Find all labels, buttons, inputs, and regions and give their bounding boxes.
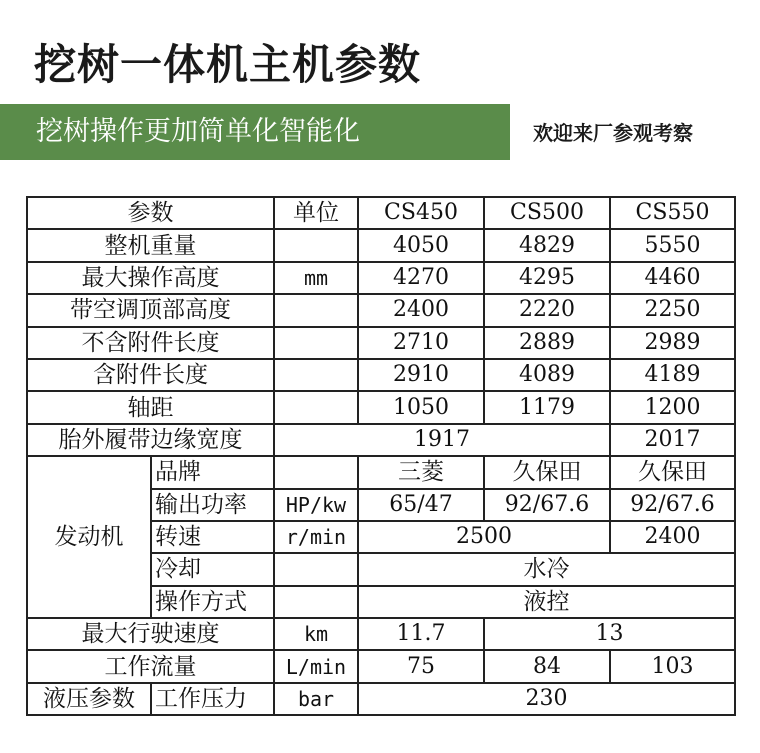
header-unit: 单位 [274, 197, 358, 229]
cell-value: 75 [358, 650, 484, 682]
row-label: 带空调顶部高度 [27, 294, 274, 326]
cell-value: 久保田 [610, 456, 735, 488]
row-label: 转速 [151, 521, 274, 553]
cell-value: 2889 [484, 327, 610, 359]
row-unit [274, 294, 358, 326]
header-model: CS450 [358, 197, 484, 229]
table-row [27, 456, 735, 488]
hydraulic-group-label: 液压参数 [27, 683, 151, 715]
welcome-text: 欢迎来厂参观考察 [533, 121, 693, 145]
cell-value: 液控 [358, 586, 735, 618]
table-row [27, 229, 735, 261]
cell-value: 92/67.6 [610, 489, 735, 521]
table-row [27, 359, 735, 391]
row-label: 整机重量 [27, 229, 274, 261]
cell-value: 2500 [358, 521, 610, 553]
cell-value: 三菱 [358, 456, 484, 488]
row-label: 工作压力 [151, 683, 274, 715]
table-row [27, 424, 735, 456]
cell-value: 84 [484, 650, 610, 682]
cell-value: 2400 [358, 294, 484, 326]
cell-value: 65/47 [358, 489, 484, 521]
table-row [27, 294, 735, 326]
header-model: CS500 [484, 197, 610, 229]
table-row [27, 262, 735, 294]
cell-value: 4460 [610, 262, 735, 294]
table-row [27, 618, 735, 650]
cell-value: 2400 [610, 521, 735, 553]
spec-table [26, 196, 736, 716]
row-unit [274, 456, 358, 488]
cell-value: 5550 [610, 229, 735, 261]
cell-value: 1179 [484, 391, 610, 423]
row-unit: mm [274, 262, 358, 294]
cell-value: 2250 [610, 294, 735, 326]
cell-value: 2910 [358, 359, 484, 391]
engine-group-label: 发动机 [27, 456, 151, 618]
cell-value: 2710 [358, 327, 484, 359]
table-row [27, 683, 735, 715]
table-row [27, 197, 735, 229]
row-unit [274, 229, 358, 261]
row-unit: km [274, 618, 358, 650]
table-row [27, 391, 735, 423]
row-unit: HP/kw [274, 489, 358, 521]
page-title: 挖树一体机主机参数 [34, 40, 422, 89]
row-label: 最大行驶速度 [27, 618, 274, 650]
row-unit [274, 391, 358, 423]
cell-value: 4189 [610, 359, 735, 391]
cell-value: 2989 [610, 327, 735, 359]
slogan-banner: 挖树操作更加简单化智能化 [0, 104, 510, 160]
cell-value: 1917 [274, 424, 610, 456]
row-label: 含附件长度 [27, 359, 274, 391]
cell-value: 92/67.6 [484, 489, 610, 521]
header-model: CS550 [610, 197, 735, 229]
cell-value: 11.7 [358, 618, 484, 650]
row-label: 冷却 [151, 553, 274, 585]
cell-value: 4270 [358, 262, 484, 294]
cell-value: 4295 [484, 262, 610, 294]
row-label: 最大操作高度 [27, 262, 274, 294]
cell-value: 1200 [610, 391, 735, 423]
cell-value: 2017 [610, 424, 735, 456]
header-param: 参数 [27, 197, 274, 229]
row-unit [274, 553, 358, 585]
row-unit: bar [274, 683, 358, 715]
table-row [27, 327, 735, 359]
cell-value: 4829 [484, 229, 610, 261]
cell-value: 久保田 [484, 456, 610, 488]
row-label: 品牌 [151, 456, 274, 488]
cell-value: 水冷 [358, 553, 735, 585]
cell-value: 4050 [358, 229, 484, 261]
row-label: 轴距 [27, 391, 274, 423]
row-label: 操作方式 [151, 586, 274, 618]
row-unit [274, 327, 358, 359]
row-unit [274, 586, 358, 618]
cell-value: 230 [358, 683, 735, 715]
row-label: 胎外履带边缘宽度 [27, 424, 274, 456]
row-label: 工作流量 [27, 650, 274, 682]
cell-value: 1050 [358, 391, 484, 423]
cell-value: 103 [610, 650, 735, 682]
table-row [27, 650, 735, 682]
row-unit [274, 359, 358, 391]
row-label: 输出功率 [151, 489, 274, 521]
row-unit: r/min [274, 521, 358, 553]
cell-value: 4089 [484, 359, 610, 391]
cell-value: 2220 [484, 294, 610, 326]
row-unit: L/min [274, 650, 358, 682]
row-label: 不含附件长度 [27, 327, 274, 359]
cell-value: 13 [484, 618, 735, 650]
